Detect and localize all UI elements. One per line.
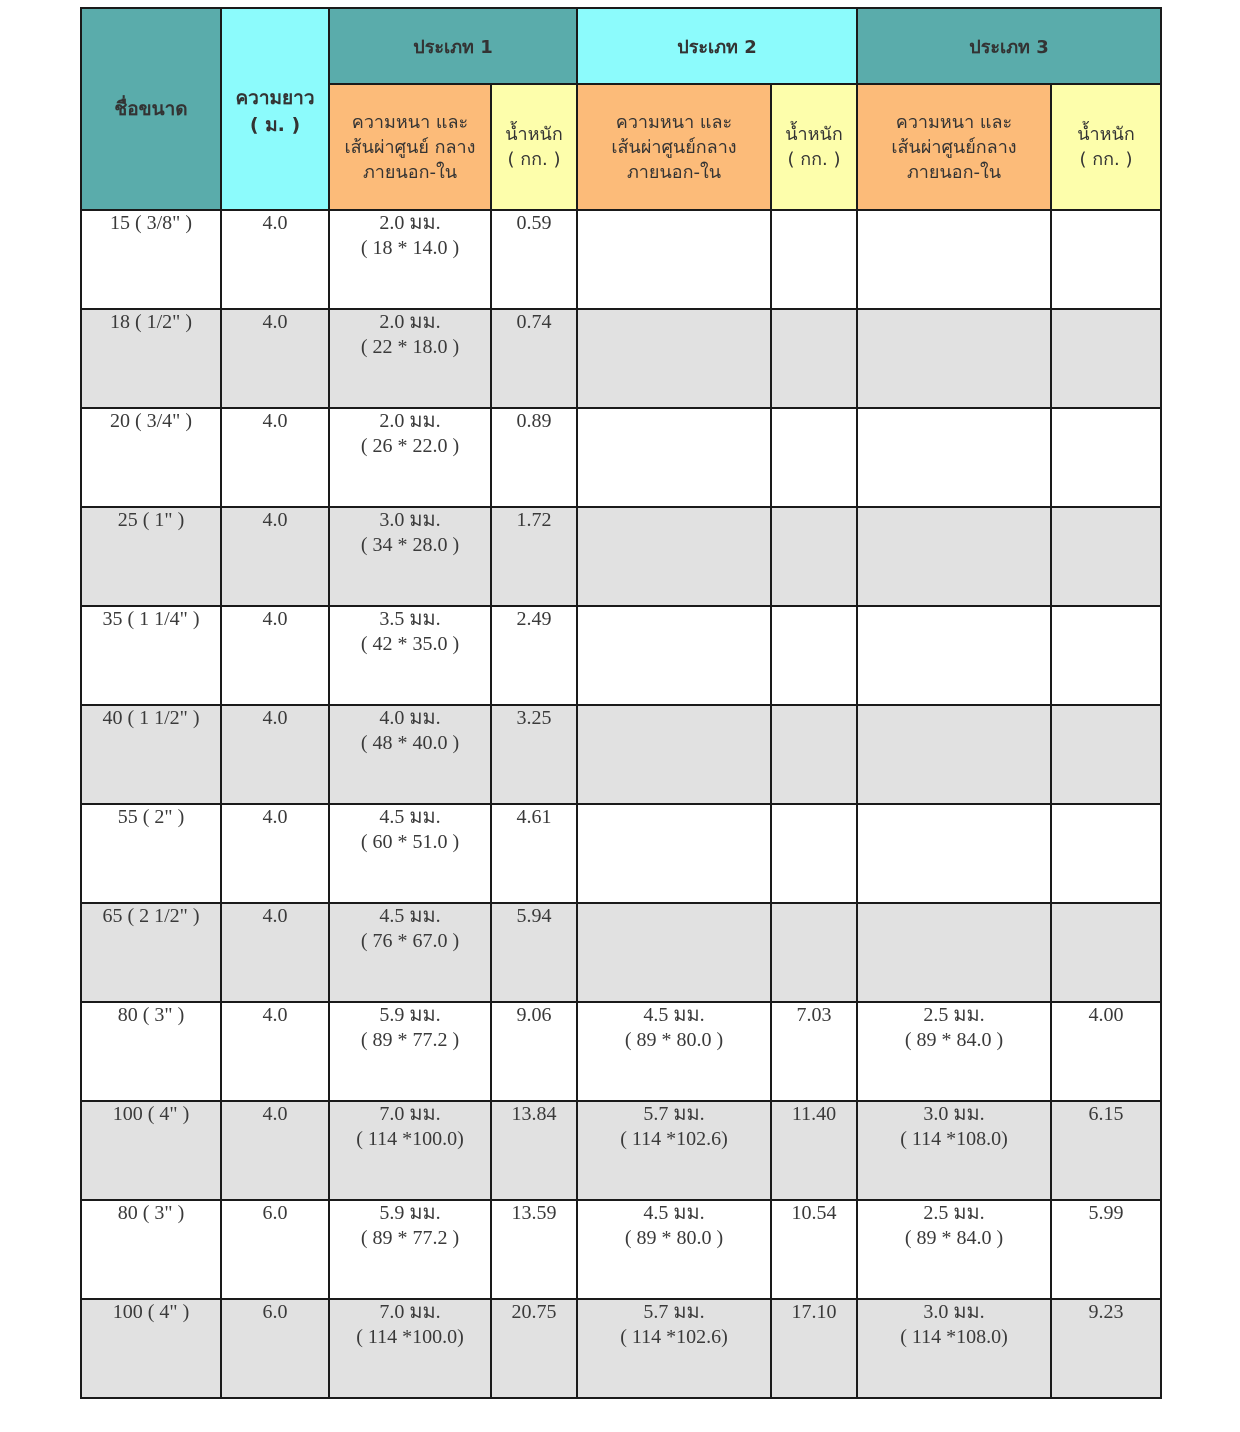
size-cell: 35 ( 1 1/4" ) <box>81 606 221 705</box>
type-3-thickness-cell <box>857 705 1051 804</box>
type-2-thickness-cell <box>577 705 771 804</box>
type-3-weight-cell <box>1051 705 1161 804</box>
diameter-value: ( 89 * 84.0 ) <box>904 1227 1004 1249</box>
thickness-value: 4.5 มม. <box>643 1202 705 1224</box>
length-cell: 4.0 <box>221 210 329 309</box>
table-row <box>81 309 1161 408</box>
header-type-1-label: ประเภท 1 <box>413 36 493 58</box>
type-1-thickness-cell <box>329 705 491 804</box>
type-2-thickness-cell <box>577 507 771 606</box>
type-2-thickness-cell <box>577 903 771 1002</box>
type-2-weight-cell: 7.03 <box>771 1002 857 1101</box>
thickness-value: 4.5 มม. <box>379 806 441 828</box>
header-thickness-1-line-2: เส้นผ่าศูนย์ กลาง <box>344 136 476 158</box>
type-3-thickness-cell <box>857 804 1051 903</box>
type-1-weight-cell: 5.94 <box>491 903 577 1002</box>
size-cell: 18 ( 1/2" ) <box>81 309 221 408</box>
type-1-thickness-cell <box>329 309 491 408</box>
diameter-value: ( 42 * 35.0 ) <box>360 633 460 655</box>
type-3-weight-cell: 6.15 <box>1051 1101 1161 1200</box>
diameter-value: ( 89 * 77.2 ) <box>360 1227 460 1249</box>
table-row <box>81 408 1161 507</box>
header-type-2 <box>577 8 857 84</box>
type-3-thickness-cell <box>857 507 1051 606</box>
type-3-weight-cell <box>1051 210 1161 309</box>
diameter-value: ( 114 *108.0) <box>900 1128 1008 1150</box>
length-cell: 4.0 <box>221 804 329 903</box>
header-thickness-2-line-1: ความหนา และ <box>615 111 733 133</box>
type-2-thickness-cell <box>577 210 771 309</box>
type-1-weight-cell: 13.84 <box>491 1101 577 1200</box>
type-1-weight-cell: 9.06 <box>491 1002 577 1101</box>
length-cell: 6.0 <box>221 1200 329 1299</box>
type-1-thickness-cell <box>329 507 491 606</box>
type-1-weight-cell: 0.89 <box>491 408 577 507</box>
type-3-thickness-cell <box>857 606 1051 705</box>
type-1-weight-cell: 0.74 <box>491 309 577 408</box>
table-row <box>81 1200 1161 1299</box>
type-3-thickness-cell <box>857 210 1051 309</box>
diameter-value: ( 48 * 40.0 ) <box>360 732 460 754</box>
type-1-thickness-cell <box>329 804 491 903</box>
type-2-weight-cell <box>771 903 857 1002</box>
type-1-thickness-cell <box>329 1299 491 1398</box>
thickness-value: 5.7 มม. <box>643 1103 705 1125</box>
type-3-weight-cell <box>1051 507 1161 606</box>
type-2-thickness-cell <box>577 1002 771 1101</box>
type-1-weight-cell: 20.75 <box>491 1299 577 1398</box>
diameter-value: ( 89 * 80.0 ) <box>624 1029 724 1051</box>
type-1-weight-cell: 1.72 <box>491 507 577 606</box>
type-2-thickness-cell <box>577 606 771 705</box>
type-1-weight-cell: 4.61 <box>491 804 577 903</box>
length-cell: 4.0 <box>221 309 329 408</box>
type-3-weight-cell: 4.00 <box>1051 1002 1161 1101</box>
header-thickness-2 <box>577 84 771 210</box>
header-thickness-1 <box>329 84 491 210</box>
table-row <box>81 804 1161 903</box>
table-row <box>81 507 1161 606</box>
size-cell: 100 ( 4" ) <box>81 1299 221 1398</box>
header-weight-3-label: น้ำหนัก <box>1077 124 1135 145</box>
diameter-value: ( 76 * 67.0 ) <box>360 930 460 952</box>
header-thickness-3-line-1: ความหนา และ <box>895 111 1013 133</box>
type-3-thickness-cell <box>857 408 1051 507</box>
size-cell: 15 ( 3/8" ) <box>81 210 221 309</box>
header-thickness-3-line-3: ภายนอก-ใน <box>906 161 1002 183</box>
length-cell: 4.0 <box>221 705 329 804</box>
length-cell: 4.0 <box>221 1002 329 1101</box>
header-thickness-1-line-1: ความหนา และ <box>351 111 469 133</box>
header-length-label: ความยาว <box>235 87 315 109</box>
type-3-weight-cell <box>1051 903 1161 1002</box>
type-2-weight-cell <box>771 210 857 309</box>
table-row <box>81 606 1161 705</box>
diameter-value: ( 26 * 22.0 ) <box>360 435 460 457</box>
header-row-types <box>81 8 1161 84</box>
header-thickness-3-line-2: เส้นผ่าศูนย์กลาง <box>891 136 1017 158</box>
length-cell: 4.0 <box>221 507 329 606</box>
diameter-value: ( 34 * 28.0 ) <box>360 534 460 556</box>
thickness-value: 3.0 มม. <box>923 1103 985 1125</box>
header-length <box>221 8 329 210</box>
length-cell: 6.0 <box>221 1299 329 1398</box>
header-type-2-label: ประเภท 2 <box>677 36 757 58</box>
table-row <box>81 1299 1161 1398</box>
type-2-weight-cell <box>771 705 857 804</box>
header-size-name <box>81 8 221 210</box>
type-3-weight-cell <box>1051 408 1161 507</box>
type-2-weight-cell: 11.40 <box>771 1101 857 1200</box>
type-2-thickness-cell <box>577 1299 771 1398</box>
thickness-value: 3.5 มม. <box>379 608 441 630</box>
size-cell: 65 ( 2 1/2" ) <box>81 903 221 1002</box>
type-3-weight-cell: 9.23 <box>1051 1299 1161 1398</box>
type-2-weight-cell <box>771 507 857 606</box>
thickness-value: 3.0 มม. <box>923 1301 985 1323</box>
header-weight-2 <box>771 84 857 210</box>
size-cell: 80 ( 3" ) <box>81 1002 221 1101</box>
length-cell: 4.0 <box>221 606 329 705</box>
table-body <box>81 210 1161 1398</box>
type-3-thickness-cell <box>857 1101 1051 1200</box>
type-2-weight-cell <box>771 309 857 408</box>
table-row <box>81 705 1161 804</box>
header-length-unit: ( ม. ) <box>249 114 301 136</box>
pipe-spec-table <box>80 7 1162 1399</box>
type-2-weight-cell: 17.10 <box>771 1299 857 1398</box>
length-cell: 4.0 <box>221 903 329 1002</box>
size-cell: 25 ( 1" ) <box>81 507 221 606</box>
type-2-thickness-cell <box>577 309 771 408</box>
thickness-value: 5.7 มม. <box>643 1301 705 1323</box>
table-row <box>81 210 1161 309</box>
thickness-value: 2.5 มม. <box>923 1202 985 1224</box>
type-1-thickness-cell <box>329 606 491 705</box>
diameter-value: ( 60 * 51.0 ) <box>360 831 460 853</box>
header-thickness-3 <box>857 84 1051 210</box>
thickness-value: 2.0 มม. <box>379 212 441 234</box>
thickness-value: 2.0 มม. <box>379 311 441 333</box>
type-3-weight-cell <box>1051 804 1161 903</box>
type-1-thickness-cell <box>329 1002 491 1101</box>
thickness-value: 4.5 มม. <box>379 905 441 927</box>
size-cell: 55 ( 2" ) <box>81 804 221 903</box>
header-weight-1-unit: ( กก. ) <box>507 149 561 170</box>
type-1-weight-cell: 3.25 <box>491 705 577 804</box>
diameter-value: ( 18 * 14.0 ) <box>360 237 460 259</box>
type-3-weight-cell: 5.99 <box>1051 1200 1161 1299</box>
header-weight-3 <box>1051 84 1161 210</box>
thickness-value: 4.5 มม. <box>643 1004 705 1026</box>
table-row <box>81 1101 1161 1200</box>
header-weight-1 <box>491 84 577 210</box>
thickness-value: 4.0 มม. <box>379 707 441 729</box>
header-weight-2-unit: ( กก. ) <box>787 149 841 170</box>
type-3-weight-cell <box>1051 606 1161 705</box>
diameter-value: ( 89 * 77.2 ) <box>360 1029 460 1051</box>
header-size-name-label: ชื่อขนาด <box>114 98 188 120</box>
size-cell: 40 ( 1 1/2" ) <box>81 705 221 804</box>
thickness-value: 7.0 มม. <box>379 1301 441 1323</box>
type-3-weight-cell <box>1051 309 1161 408</box>
type-1-thickness-cell <box>329 1101 491 1200</box>
table-row <box>81 903 1161 1002</box>
thickness-value: 3.0 มม. <box>379 509 441 531</box>
type-3-thickness-cell <box>857 903 1051 1002</box>
header-type-1 <box>329 8 577 84</box>
length-cell: 4.0 <box>221 1101 329 1200</box>
thickness-value: 2.0 มม. <box>379 410 441 432</box>
table-row <box>81 1002 1161 1101</box>
diameter-value: ( 114 *102.6) <box>620 1128 728 1150</box>
type-3-thickness-cell <box>857 309 1051 408</box>
thickness-value: 7.0 มม. <box>379 1103 441 1125</box>
diameter-value: ( 89 * 80.0 ) <box>624 1227 724 1249</box>
header-weight-1-label: น้ำหนัก <box>505 124 563 145</box>
type-1-thickness-cell <box>329 1200 491 1299</box>
type-1-thickness-cell <box>329 210 491 309</box>
diameter-value: ( 22 * 18.0 ) <box>360 336 460 358</box>
size-cell: 80 ( 3" ) <box>81 1200 221 1299</box>
type-1-weight-cell: 0.59 <box>491 210 577 309</box>
size-cell: 100 ( 4" ) <box>81 1101 221 1200</box>
type-3-thickness-cell <box>857 1002 1051 1101</box>
type-2-weight-cell <box>771 606 857 705</box>
type-2-thickness-cell <box>577 804 771 903</box>
diameter-value: ( 114 *108.0) <box>900 1326 1008 1348</box>
header-thickness-1-line-3: ภายนอก-ใน <box>362 161 458 183</box>
type-2-thickness-cell <box>577 408 771 507</box>
diameter-value: ( 114 *100.0) <box>356 1128 464 1150</box>
header-weight-2-label: น้ำหนัก <box>785 124 843 145</box>
diameter-value: ( 114 *102.6) <box>620 1326 728 1348</box>
size-cell: 20 ( 3/4" ) <box>81 408 221 507</box>
thickness-value: 5.9 มม. <box>379 1202 441 1224</box>
type-2-thickness-cell <box>577 1101 771 1200</box>
header-type-3-label: ประเภท 3 <box>969 36 1049 58</box>
type-1-thickness-cell <box>329 408 491 507</box>
type-1-weight-cell: 2.49 <box>491 606 577 705</box>
header-thickness-2-line-3: ภายนอก-ใน <box>626 161 722 183</box>
type-1-thickness-cell <box>329 903 491 1002</box>
type-2-weight-cell <box>771 804 857 903</box>
type-2-thickness-cell <box>577 1200 771 1299</box>
thickness-value: 2.5 มม. <box>923 1004 985 1026</box>
thickness-value: 5.9 มม. <box>379 1004 441 1026</box>
header-thickness-2-line-2: เส้นผ่าศูนย์กลาง <box>611 136 737 158</box>
diameter-value: ( 114 *100.0) <box>356 1326 464 1348</box>
length-cell: 4.0 <box>221 408 329 507</box>
type-1-weight-cell: 13.59 <box>491 1200 577 1299</box>
type-3-thickness-cell <box>857 1200 1051 1299</box>
type-2-weight-cell: 10.54 <box>771 1200 857 1299</box>
header-type-3 <box>857 8 1161 84</box>
type-3-thickness-cell <box>857 1299 1051 1398</box>
type-2-weight-cell <box>771 408 857 507</box>
header-weight-3-unit: ( กก. ) <box>1079 149 1133 170</box>
diameter-value: ( 89 * 84.0 ) <box>904 1029 1004 1051</box>
